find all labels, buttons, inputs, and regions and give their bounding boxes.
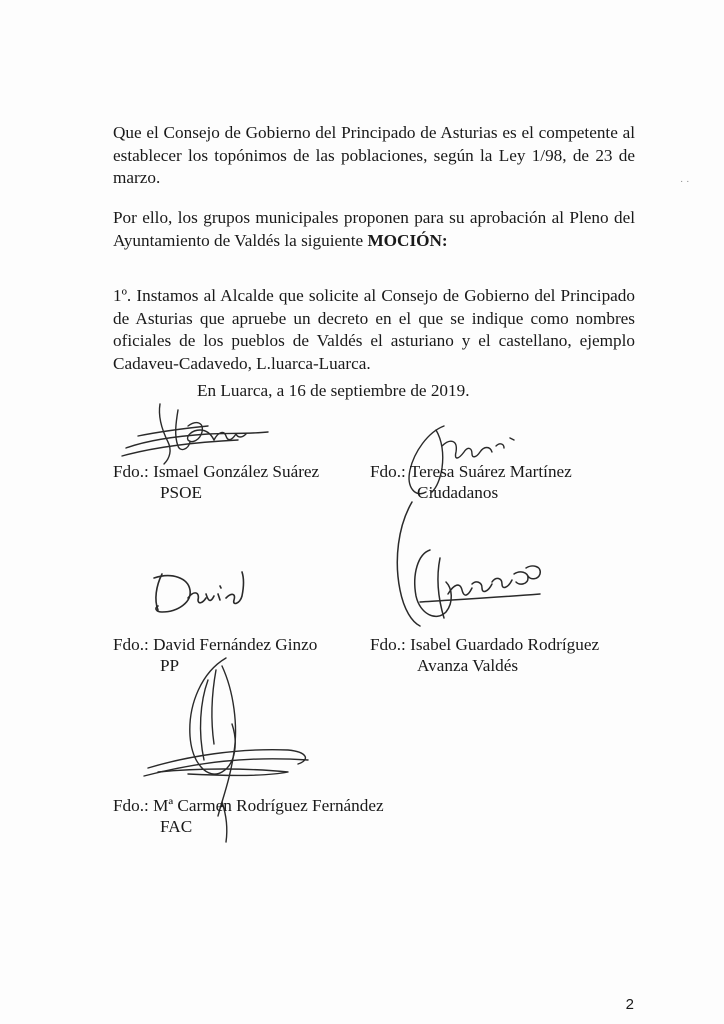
signatory-block xyxy=(370,461,572,503)
signatory-party: FAC xyxy=(160,817,193,836)
signature-david xyxy=(148,564,258,624)
signatory-name: Fdo.: Mª Carmen Rodríguez Fernández xyxy=(113,796,384,815)
paragraph-proposal xyxy=(113,207,635,252)
signatory-name: Fdo.: Teresa Suárez Martínez xyxy=(370,462,572,481)
signatory-block xyxy=(113,795,384,837)
signatory-block xyxy=(370,634,599,676)
motion-heading: MOCIÓN: xyxy=(367,230,448,250)
signatory-block xyxy=(113,461,319,503)
signatory-party: Avanza Valdés xyxy=(417,656,519,675)
signature-isabel xyxy=(390,498,560,648)
signatory-party: PSOE xyxy=(160,483,203,502)
signatory-name: Fdo.: Isabel Guardado Rodríguez xyxy=(370,635,600,654)
page-number: 2 xyxy=(625,996,634,1013)
signatory-party: Ciudadanos xyxy=(417,483,499,502)
place-date-line: En Luarca, a 16 de septiembre de 2019. xyxy=(197,381,470,400)
signatory-block xyxy=(113,634,317,676)
scan-speck: · · xyxy=(680,176,690,187)
paragraph-competence: Que el Consejo de Gobierno del Principado de Asturias es el competente al establecer los topónimos de las poblaciones, según la Ley 1/98, de 23 de marzo. xyxy=(113,123,635,187)
signatory-name: Fdo.: Ismael González Suárez xyxy=(113,462,320,481)
paragraph-request: 1º. Instamos al Alcalde que solicite al Consejo de Gobierno del Principado de Asturias que apruebe un decreto en el que se indique como nombres oficiales de los pueblos de Valdés el asturiano y el castellano, ejemplo Cadaveu-Cadavedo, L.luarca-Luarca. xyxy=(113,286,635,373)
paragraph-proposal-text: Por ello, los grupos municipales proponen para su aprobación al Pleno del Ayuntamiento de Valdés la siguiente xyxy=(113,208,635,250)
signatory-party: PP xyxy=(160,656,180,675)
signatory-name: Fdo.: David Fernández Ginzo xyxy=(113,635,318,654)
